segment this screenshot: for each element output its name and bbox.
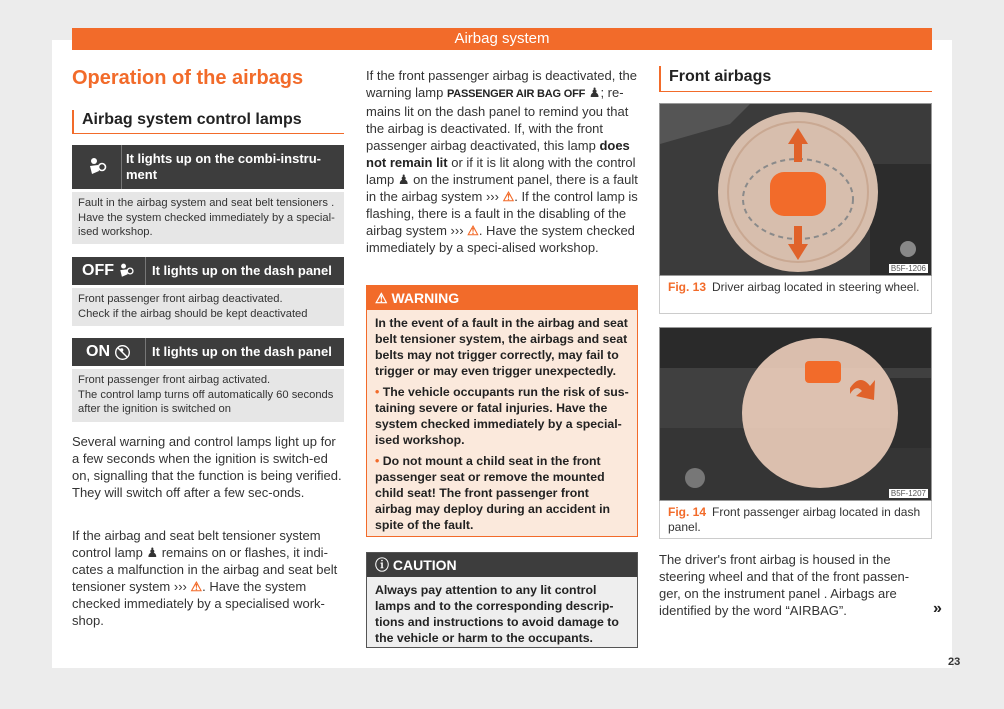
subsection-title: Airbag system control lamps <box>72 110 344 134</box>
warning-bullet: • Do not mount a child seat in the front passenger seat or remove the mounted child seat! The front passenger front airbag may deploy during an accident in spite of the fault. <box>375 454 611 532</box>
page-title: Operation of the airbags <box>72 67 304 89</box>
figure-14-passenger-airbag <box>659 327 932 501</box>
caution-header: ⓘ CAUTION <box>367 553 637 577</box>
warning-triangle-icon: ⚠ <box>190 579 203 594</box>
cross-reference-icon: ››› <box>173 579 187 594</box>
warning-triangle-icon: ⚠ <box>467 223 479 238</box>
lamp-row-3 <box>72 338 344 366</box>
figure-14-code: B5F-1207 <box>890 489 926 498</box>
warning-header: ⚠ WARNING <box>367 286 637 310</box>
figure-13-code: B5F-1206 <box>890 264 926 273</box>
lamp-2-heading: It lights up on the dash panel <box>152 263 332 278</box>
lamp-2-description: Front passenger front airbag deactivated. Check if the airbag should be kept deactivated <box>72 288 344 326</box>
figure-13-caption: Fig. 13 Driver airbag located in steering wheel. <box>659 276 932 314</box>
passenger-airbag-icon: ♟ <box>397 172 410 187</box>
figure-14-caption: Fig. 14 Front passenger airbag located in dash panel. <box>659 501 932 539</box>
section-banner: Airbag system <box>72 28 932 50</box>
paragraph-front-airbags: The driver's front airbag is housed in the steering wheel and that of the front passen-ger, on the instrument panel . Airbags are identified by the word “AIRBAG”. <box>659 552 910 618</box>
warning-lead: In the event of a fault in the airbag and seat belt tensioner system, the airbags and seat belts may not trigger correctly, may fail to trigger or may even trigger unexpectedly. <box>375 316 628 378</box>
passenger-airbag-icon: ♟ <box>588 85 601 100</box>
page-number: 23 <box>948 656 961 668</box>
lamp-3-heading: It lights up on the dash panel <box>152 344 332 359</box>
caution-box <box>366 552 638 648</box>
lamp-3-description: Front passenger front airbag activated. The control lamp turns off automatically 60 seconds after the ignition is switched on <box>72 369 344 422</box>
cross-reference-icon: ››› <box>485 189 499 204</box>
warning-box <box>366 285 638 537</box>
paragraph-deactivated: If the front passenger airbag is deactivated, the warning lamp PASSENGER AIR BAG OFF ♟; re-mains lit on the dash panel to remind you that the airbag is deactivated. If, with the front passenger airbag deactivated, this lamp does not remain lit or if it is lit along with the control lamp ♟ on the instrument panel, there is a fault in the airbag system ››› ⚠. If the control lamp is flashing, there is a fault in the disabling of the airbag system ››› ⚠. Have the system checked immediately by a speci-alised workshop. <box>366 68 638 255</box>
lamp-1-heading: It lights up on the combi-instru-ment <box>126 151 321 182</box>
paragraph-malfunction: If the airbag and seat belt tensioner system control lamp ♟ remains on or flashes, it indi-cates a malfunction in the airbag and seat belt tensioner system ››› ⚠. Have the system checked immediately by a specialised work-shop. <box>72 528 338 628</box>
lamp-1-description: Fault in the airbag system and seat belt tensioners . Have the system checked immediately by a special- ised workshop. <box>72 192 344 244</box>
figure-13-driver-airbag <box>659 103 932 276</box>
lamp-row-2 <box>72 257 344 285</box>
passenger-airbag-on-icon: ON <box>72 338 146 366</box>
warning-bullet: • The vehicle occupants run the risk of sus-taining severe or fatal injuries. Have the system checked immediately by a special-ised workshop. <box>375 385 629 447</box>
paragraph-lamp-check: Several warning and control lamps light up for a few seconds when the ignition is switch-ed on, signalling that the function is being verified. They will switch off after a few sec-onds. <box>72 434 342 500</box>
caution-text: Always pay attention to any lit control lamps and to the corresponding descrip-tions and instructions to avoid damage to the vehicle or harm to the occupants. <box>375 583 619 645</box>
cross-reference-icon: ››› <box>450 223 464 238</box>
passenger-airbag-icon <box>72 145 122 189</box>
warning-icon: ⚠ <box>375 290 388 306</box>
front-airbags-title: Front airbags <box>659 66 932 92</box>
passenger-airbag-off-label: PASSENGER AIR BAG OFF <box>446 88 586 100</box>
caution-icon: ⓘ <box>375 557 389 573</box>
passenger-airbag-off-icon: OFF <box>72 257 146 285</box>
continue-next-page-icon: » <box>933 600 942 617</box>
lamp-row-1 <box>72 145 344 189</box>
passenger-airbag-icon: ♟ <box>146 545 159 560</box>
warning-triangle-icon: ⚠ <box>502 189 515 204</box>
